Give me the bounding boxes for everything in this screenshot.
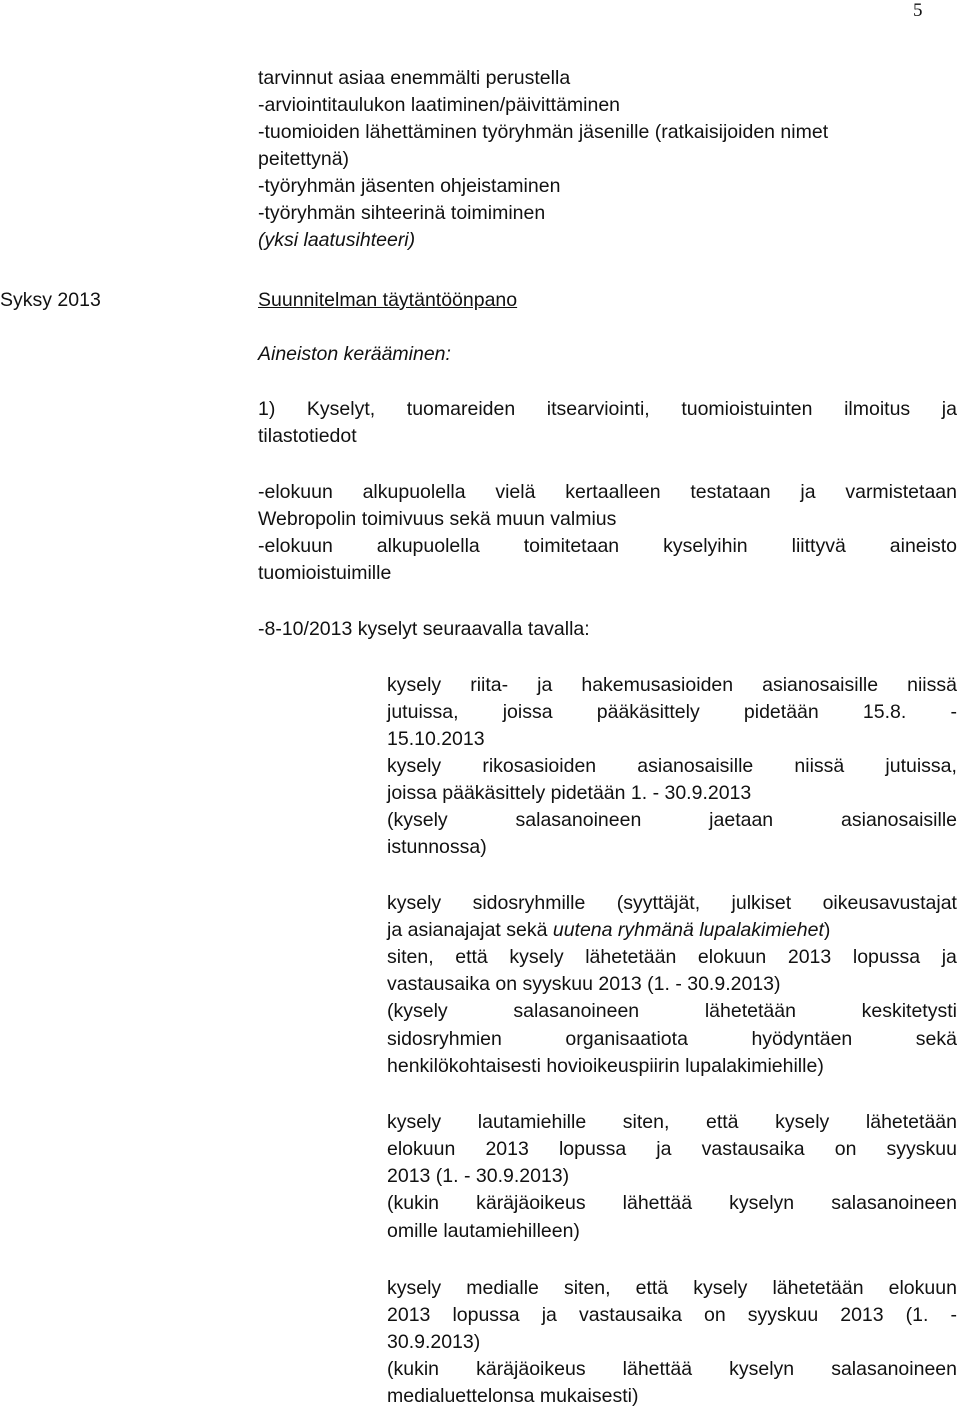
word: ja [541, 1304, 557, 1326]
para1-line [258, 533, 957, 560]
word: kyselyn [729, 1358, 795, 1380]
survey1-line [387, 699, 957, 726]
survey3-line [387, 1136, 957, 1163]
word: ja [537, 674, 553, 696]
word: toimitetaan [523, 535, 620, 557]
word: 1) [258, 398, 276, 420]
word: lautamiehille [477, 1111, 587, 1133]
word: kyselyihin [663, 535, 748, 557]
word: lähetetään [585, 946, 677, 968]
word: kysely [387, 892, 442, 914]
sidebar-date-label: Syksy 2013 [0, 289, 101, 311]
survey2-line [387, 998, 957, 1025]
word: asianosaisille [637, 755, 754, 777]
word: (kukin [387, 1358, 440, 1380]
intro-line: -arviointitaulukon laatiminen/päivittäminen [258, 94, 621, 116]
text-run: ) [823, 919, 831, 941]
word: 2013 [840, 1304, 884, 1326]
word: - [950, 1304, 957, 1326]
word: vielä [495, 481, 536, 503]
word: (syyttäjät, [616, 892, 701, 914]
intro-line: tarvinnut asiaa enemmälti perustella [258, 67, 571, 89]
page-number: 5 [913, 0, 923, 21]
intro-line: -työryhmän jäsenten ohjeistaminen [258, 175, 561, 197]
word: tuomareiden [406, 398, 516, 420]
word: oikeusavustajat [822, 892, 957, 914]
word: niissä [907, 674, 957, 696]
word: käräjäoikeus [476, 1358, 586, 1380]
survey1-line: joissa pääkäsittely pidetään 1. - 30.9.2013 [387, 782, 752, 804]
word: 2013 [387, 1304, 431, 1326]
survey4-line: medialuettelonsa mukaisesti) [387, 1385, 639, 1407]
word: jutuissa, [885, 755, 957, 777]
survey2-line [387, 890, 957, 917]
word: siten, [387, 946, 434, 968]
word: kysely [693, 1277, 748, 1299]
word: organisaatiota [565, 1028, 688, 1050]
word: sekä [915, 1028, 957, 1050]
word: - [950, 701, 957, 723]
text-run-italic: uutena ryhmänä lupalakimiehet [552, 919, 824, 941]
survey2-line [387, 1026, 957, 1053]
word: ja [800, 481, 816, 503]
word: (kysely [387, 1000, 448, 1022]
para1-line: tuomioistuimille [258, 562, 392, 584]
word: lähetetään [865, 1111, 957, 1133]
word: alkupuolella [376, 535, 480, 557]
survey3-line [387, 1190, 957, 1217]
word: itsearviointi, [546, 398, 650, 420]
word: asianosaisille [762, 674, 879, 696]
word: lähetetään [772, 1277, 864, 1299]
word: ja [656, 1138, 672, 1160]
word: pidetään [743, 701, 819, 723]
word: käräjäoikeus [476, 1192, 586, 1214]
word: ja [941, 946, 957, 968]
survey2-line: henkilökohtaisesti hovioikeuspiirin lupalakimiehille) [387, 1055, 824, 1077]
word: tuomioistuinten [681, 398, 813, 420]
word: elokuun [697, 946, 767, 968]
word: lopussa [452, 1304, 520, 1326]
word: rikosasioiden [482, 755, 597, 777]
word: että [705, 1111, 739, 1133]
intro-line: -tuomioiden lähettäminen työryhmän jäsenille (ratkaisijoiden nimet [258, 121, 829, 143]
word: sidosryhmien [387, 1028, 502, 1050]
word: vastausaika [701, 1138, 805, 1160]
word: alkupuolella [362, 481, 466, 503]
survey1-line [387, 672, 957, 699]
word: riita- [470, 674, 509, 696]
word: liittyvä [791, 535, 846, 557]
intro-line: peitettynä) [258, 148, 350, 170]
survey3-line: omille lautamiehilleen) [387, 1220, 580, 1242]
word: sidosryhmille [472, 892, 586, 914]
survey1-line [387, 753, 957, 780]
word: niissä [794, 755, 845, 777]
section-subheading: Aineiston kerääminen: [258, 343, 451, 365]
word: lähettää [622, 1358, 693, 1380]
word: jutuissa, [387, 701, 459, 723]
para1-line [258, 479, 957, 506]
survey1-line: 15.10.2013 [387, 728, 485, 750]
word: Kyselyt, [306, 398, 376, 420]
word: että [635, 1277, 669, 1299]
word: aineisto [889, 535, 957, 557]
word: kysely [509, 946, 564, 968]
word: (kukin [387, 1192, 440, 1214]
word: jaetaan [709, 809, 774, 831]
word: kysely [775, 1111, 830, 1133]
survey2-line [387, 917, 830, 944]
word: medialle [466, 1277, 539, 1299]
word: lähetetään [704, 1000, 796, 1022]
word: -elokuun [258, 535, 333, 557]
word: siten, [563, 1277, 611, 1299]
survey2-line [387, 944, 957, 971]
word: että [455, 946, 488, 968]
para1-line: Webropolin toimivuus sekä muun valmius [258, 508, 617, 530]
word: pääkäsittely [596, 701, 700, 723]
item1-line: tilastotiedot [258, 425, 357, 447]
item1-line [258, 396, 957, 423]
word: asianosaisille [841, 809, 957, 831]
word: hakemusasioiden [581, 674, 734, 696]
intro-line: (yksi laatusihteeri) [258, 229, 416, 251]
word: kysely [387, 1277, 442, 1299]
word: lopussa [558, 1138, 627, 1160]
survey1-line [387, 807, 957, 834]
survey3-line [387, 1109, 957, 1136]
word: on [703, 1304, 726, 1326]
word: kysely [387, 674, 442, 696]
word: -elokuun [258, 481, 333, 503]
word: syyskuu [747, 1304, 819, 1326]
word: salasanoineen [831, 1358, 957, 1380]
word: keskitetysti [861, 1000, 957, 1022]
word: lopussa [852, 946, 921, 968]
word: siten, [622, 1111, 670, 1133]
word: kysely [387, 1111, 442, 1133]
survey2-line: vastausaika on syyskuu 2013 (1. - 30.9.2013) [387, 973, 781, 995]
word: ja [941, 398, 957, 420]
word: salasanoineen [513, 1000, 640, 1022]
intro-line: -työryhmän sihteerinä toimiminen [258, 202, 546, 224]
word: hyödyntäen [751, 1028, 853, 1050]
word: joissa [502, 701, 553, 723]
word: 2013 [485, 1138, 529, 1160]
survey4-line [387, 1302, 957, 1329]
word: elokuun [387, 1138, 456, 1160]
word: (1. [905, 1304, 929, 1326]
word: kysely [387, 755, 442, 777]
word: kertaalleen [565, 481, 661, 503]
word: kyselyn [729, 1192, 795, 1214]
para2-line: -8-10/2013 kyselyt seuraavalla tavalla: [258, 618, 590, 640]
word: syyskuu [886, 1138, 957, 1160]
word: salasanoineen [831, 1192, 957, 1214]
word: elokuun [888, 1277, 957, 1299]
word: testataan [690, 481, 771, 503]
text-run: ja asianajajat sekä [387, 919, 553, 941]
survey3-line: 2013 (1. - 30.9.2013) [387, 1165, 570, 1187]
word: ilmoitus [844, 398, 911, 420]
word: on [834, 1138, 857, 1160]
survey4-line [387, 1356, 957, 1383]
survey4-line: 30.9.2013) [387, 1331, 481, 1353]
word: (kysely [387, 809, 448, 831]
section-heading: Suunnitelman täytäntöönpano [258, 289, 518, 311]
word: lähettää [622, 1192, 693, 1214]
word: varmistetaan [845, 481, 957, 503]
survey1-line: istunnossa) [387, 836, 487, 858]
word: salasanoineen [515, 809, 642, 831]
survey4-line [387, 1275, 957, 1302]
word: julkiset [731, 892, 792, 914]
word: 15.8. [862, 701, 907, 723]
word: vastausaika [578, 1304, 682, 1326]
word: 2013 [787, 946, 832, 968]
